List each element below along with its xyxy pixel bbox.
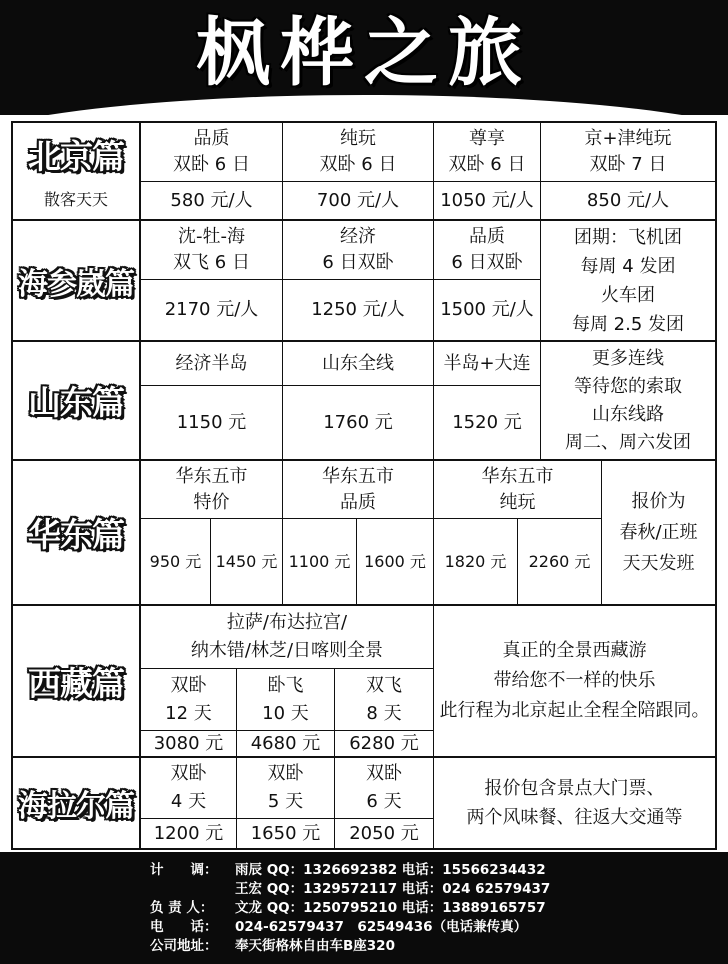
product-name: 经济 — [340, 226, 376, 247]
product-name: 京+津纯玩 — [584, 128, 672, 149]
note-line: 春秋/正班 — [619, 522, 698, 543]
note-line: 天天发班 — [622, 553, 695, 574]
hailaer-product-1 — [141, 758, 236, 818]
section-title-huadong: 华东篇 — [28, 515, 124, 554]
huadong-product-3 — [434, 461, 601, 518]
product-line: 华东五市 — [322, 465, 394, 487]
company-address: 奉天街格林自由车B座320 — [235, 938, 395, 954]
huadong-price-2a: 1100 元 — [288, 551, 351, 571]
huadong-price-1b: 1450 元 — [215, 551, 278, 571]
product-name: 沈-牡-海 — [178, 226, 245, 247]
beijing-price-1: 580 元/人 — [170, 189, 253, 211]
note-line: 火车团 — [601, 285, 655, 306]
product-name: 尊享 — [469, 128, 505, 149]
note-line: 等待您的索取 — [574, 375, 682, 397]
address-label: 公司地址： — [150, 938, 218, 954]
xizang-price-1: 3080 元 — [153, 732, 224, 754]
product-name: 品质 — [469, 226, 505, 247]
shandong-product-name-1: 经济半岛 — [175, 352, 248, 374]
shandong-product-name-2: 山东全线 — [322, 352, 394, 374]
haishenwei-price-1: 2170 元/人 — [164, 299, 259, 320]
shandong-price-3: 1520 元 — [452, 411, 522, 433]
product-type: 双卧 — [170, 763, 207, 784]
xizang-price-3: 6280 元 — [349, 732, 419, 754]
note-line: 周二、周六发团 — [565, 431, 691, 453]
xizang-product-2 — [237, 669, 334, 730]
manager-contact: 文龙 QQ：1250795210 电话：13889165757 — [235, 900, 546, 916]
section-title-haishenwei: 海参崴篇 — [18, 266, 134, 302]
haishenwei-price-3: 1500 元/人 — [440, 299, 534, 320]
product-line: 华东五市 — [481, 465, 554, 487]
product-type: 双卧 — [170, 674, 207, 696]
shandong-price-1: 1150 元 — [176, 411, 247, 433]
product-days: 10 天 — [262, 702, 309, 724]
product-duration: 6 日双卧 — [451, 252, 523, 273]
route-line: 拉萨/布达拉宫/ — [226, 612, 348, 633]
phone-numbers: 024-62579437 62549436（电话兼传真） — [235, 919, 528, 935]
product-duration: 双飞 6 日 — [173, 252, 250, 273]
huadong-price-3b: 2260 元 — [528, 551, 591, 571]
product-days: 5 天 — [267, 791, 304, 812]
product-line: 品质 — [340, 491, 376, 513]
xizang-price-2: 4680 元 — [250, 732, 321, 754]
beijing-price-3: 1050 元/人 — [440, 189, 534, 211]
hailaer-product-2 — [237, 758, 334, 818]
haishenwei-schedule-note — [541, 223, 715, 339]
product-line: 纯玩 — [499, 491, 536, 513]
shandong-note — [541, 342, 715, 459]
contact-footer — [0, 852, 728, 964]
product-days: 8 天 — [366, 702, 402, 724]
note-line: 每周 2.5 发团 — [571, 314, 685, 335]
page-header — [0, 0, 728, 115]
haishenwei-price-2: 1250 元/人 — [311, 299, 405, 320]
note-line: 两个风味餐、往返大交通等 — [466, 807, 683, 828]
beijing-price-4: 850 元/人 — [586, 189, 670, 211]
route-line: 纳木错/林芝/日喀则全景 — [190, 640, 384, 661]
product-name: 纯玩 — [340, 128, 376, 149]
product-line: 特价 — [193, 491, 230, 513]
product-line: 华东五市 — [175, 465, 248, 487]
note-line: 山东线路 — [592, 403, 664, 425]
haishenwei-product-2 — [283, 221, 433, 279]
huadong-price-3a: 1820 元 — [444, 551, 507, 571]
huadong-note — [602, 461, 715, 604]
note-line: 真正的全景西藏游 — [502, 640, 647, 661]
note-line: 更多连线 — [592, 347, 664, 369]
product-duration: 双卧 6 日 — [448, 154, 526, 175]
page-title: 枫桦之旅 — [196, 10, 532, 96]
beijing-product-1 — [141, 123, 282, 181]
beijing-product-4 — [541, 123, 715, 181]
product-duration: 双卧 6 日 — [319, 154, 397, 175]
product-type: 双卧 — [366, 763, 402, 784]
hailaer-price-3: 2050 元 — [349, 822, 419, 844]
jidiao-contact-1: 雨辰 QQ：1326692382 电话：15566234432 — [235, 862, 546, 878]
note-line: 此行程为北京起止全程全陪跟同。 — [439, 700, 710, 721]
section-title-beijing: 北京篇 — [28, 136, 124, 176]
product-days: 12 天 — [165, 702, 212, 724]
hailaer-note — [434, 758, 715, 848]
section-title-hailaer: 海拉尔篇 — [18, 789, 134, 824]
haishenwei-product-1 — [141, 221, 282, 279]
jidiao-contact-2: 王宏 QQ：1329572117 电话：024 62579437 — [235, 881, 551, 897]
product-days: 6 天 — [366, 791, 402, 812]
haishenwei-product-3 — [434, 221, 540, 279]
hailaer-product-3 — [335, 758, 433, 818]
product-type: 双飞 — [366, 674, 402, 696]
note-line: 报价为 — [631, 491, 686, 512]
manager-label: 负 责 人： — [150, 900, 214, 916]
beijing-price-2: 700 元/人 — [316, 189, 400, 211]
huadong-price-1a: 950 元 — [149, 551, 202, 571]
note-line: 带给您不一样的快乐 — [493, 670, 656, 691]
phone-label: 电 话： — [150, 919, 218, 935]
beijing-product-2 — [283, 123, 433, 181]
product-type: 双卧 — [267, 763, 304, 784]
jidiao-label: 计 调： — [150, 862, 218, 878]
huadong-price-2b: 1600 元 — [364, 551, 426, 571]
hailaer-price-1: 1200 元 — [153, 822, 224, 844]
product-duration: 双卧 7 日 — [589, 154, 667, 175]
note-line: 团期：飞机团 — [574, 227, 682, 248]
beijing-product-3 — [434, 123, 540, 181]
note-line: 报价包含景点大门票、 — [484, 778, 665, 799]
hailaer-price-2: 1650 元 — [250, 822, 321, 844]
huadong-product-2 — [283, 461, 433, 518]
section-title-shandong: 山东篇 — [28, 383, 124, 422]
note-line: 每周 4 发团 — [580, 256, 676, 277]
product-duration: 双卧 6 日 — [173, 154, 250, 175]
header-curve — [0, 95, 728, 115]
xizang-note — [434, 606, 715, 756]
xizang-product-1 — [141, 669, 236, 730]
product-duration: 6 日双卧 — [322, 252, 394, 273]
product-type: 卧飞 — [267, 674, 304, 696]
huadong-product-1 — [141, 461, 282, 518]
shandong-product-name-3: 半岛+大连 — [443, 352, 531, 374]
product-name: 品质 — [193, 128, 230, 149]
section-title-xizang: 西藏篇 — [28, 663, 124, 703]
product-days: 4 天 — [170, 791, 207, 812]
shandong-price-2: 1760 元 — [323, 411, 393, 433]
xizang-product-3 — [335, 669, 433, 730]
xizang-route — [141, 606, 433, 668]
beijing-note: 散客天天 — [43, 190, 108, 209]
